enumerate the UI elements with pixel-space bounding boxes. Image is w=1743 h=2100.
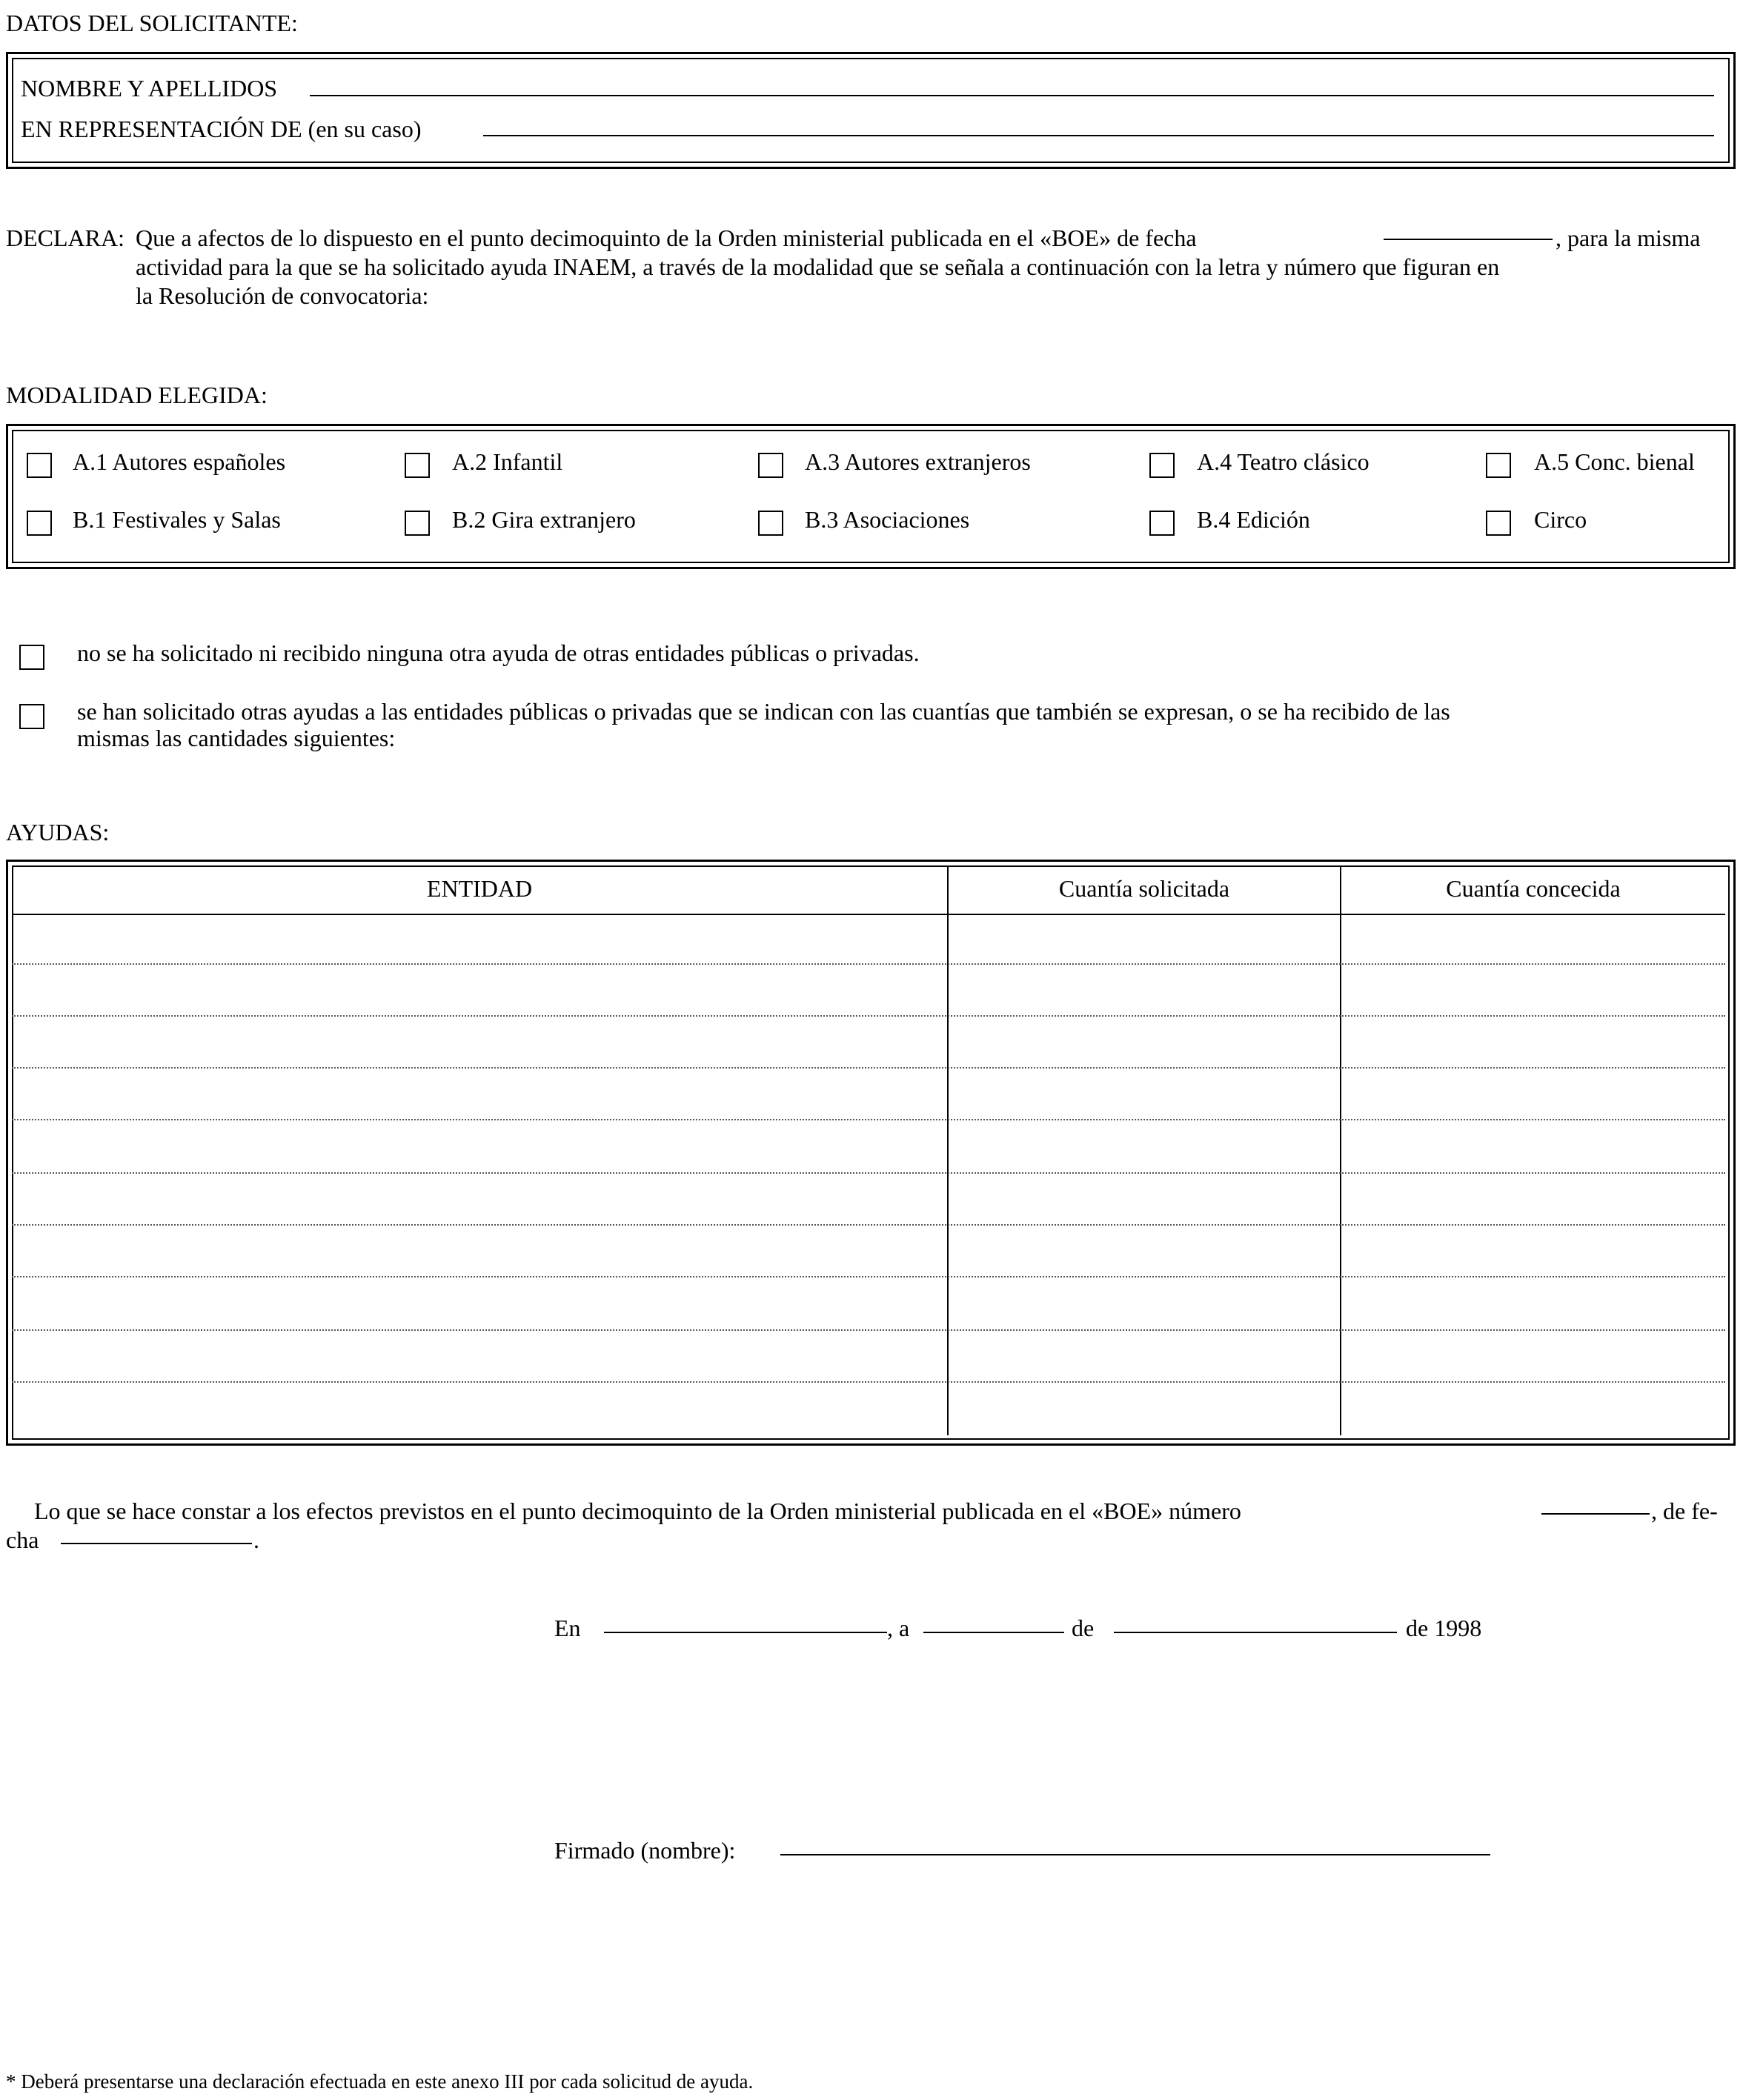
day-label: , a bbox=[887, 1615, 910, 1641]
checkbox-si-ayudas[interactable] bbox=[19, 704, 44, 729]
modalidad-label-a1: A.1 Autores españoles bbox=[73, 448, 286, 475]
table-row bbox=[12, 1329, 1725, 1331]
day-field[interactable] bbox=[923, 1632, 1064, 1633]
ayudas-table bbox=[6, 860, 1736, 1446]
modalidad-label-b4: B.4 Edición bbox=[1197, 506, 1310, 533]
col-header-concedida: Cuantía concecida bbox=[1446, 875, 1621, 902]
modalidad-label-b3: B.3 Asociaciones bbox=[805, 506, 970, 533]
signature-label: Firmado (nombre): bbox=[554, 1837, 736, 1864]
closing-text-1-end: , de fe- bbox=[1651, 1498, 1718, 1524]
table-row bbox=[12, 1172, 1725, 1174]
boe-date-field[interactable] bbox=[1384, 239, 1553, 240]
table-row bbox=[12, 1067, 1725, 1069]
place-label: En bbox=[554, 1615, 581, 1641]
representation-label: EN REPRESENTACIÓN DE (en su caso) bbox=[21, 116, 422, 142]
header-separator bbox=[12, 914, 1725, 915]
representation-field[interactable] bbox=[483, 135, 1714, 136]
checkbox-b3[interactable] bbox=[758, 511, 783, 536]
col-separator bbox=[1340, 865, 1341, 1435]
checkbox-b4[interactable] bbox=[1149, 511, 1175, 536]
modalidad-label-circo: Circo bbox=[1534, 506, 1587, 533]
modalidad-box bbox=[6, 424, 1736, 569]
col-header-solicitada: Cuantía solicitada bbox=[1058, 875, 1230, 902]
closing-text-2-end: . bbox=[253, 1526, 259, 1553]
checkbox-a3[interactable] bbox=[758, 453, 783, 478]
declara-text-3: la Resolución de convocatoria: bbox=[136, 282, 429, 309]
declara-text-1: Que a afectos de lo dispuesto en el punto decimoquinto de la Orden ministerial publicada en el «BOE» de fecha bbox=[136, 225, 1197, 251]
declara-text-2: actividad para la que se ha solicitado ayuda INAEM, a través de la modalidad que se señala a continuación con la letra y número que figuran en bbox=[136, 253, 1500, 280]
table-row bbox=[12, 1276, 1725, 1277]
table-row bbox=[12, 1224, 1725, 1226]
checkbox-b1[interactable] bbox=[27, 511, 52, 536]
name-label: NOMBRE Y APELLIDOS bbox=[21, 75, 278, 102]
checkbox-circo[interactable] bbox=[1486, 511, 1511, 536]
col-header-entidad: ENTIDAD bbox=[426, 875, 533, 902]
option-no-ayudas-text: no se ha solicitado ni recibido ninguna otra ayuda de otras entidades públicas o privadas. bbox=[77, 639, 920, 666]
section-datos-heading: DATOS DEL SOLICITANTE: bbox=[6, 10, 298, 36]
modalidad-label-a4: A.4 Teatro clásico bbox=[1197, 448, 1370, 475]
table-row bbox=[12, 1381, 1725, 1383]
month-field[interactable] bbox=[1114, 1632, 1397, 1633]
table-row bbox=[12, 1119, 1725, 1120]
checkbox-a2[interactable] bbox=[405, 453, 430, 478]
name-field[interactable] bbox=[310, 95, 1714, 96]
checkbox-a5[interactable] bbox=[1486, 453, 1511, 478]
checkbox-b2[interactable] bbox=[405, 511, 430, 536]
modalidad-label-b2: B.2 Gira extranjero bbox=[452, 506, 636, 533]
boe-number-field[interactable] bbox=[1541, 1513, 1650, 1515]
modalidad-label-a3: A.3 Autores extranjeros bbox=[805, 448, 1031, 475]
declara-label: DECLARA: bbox=[6, 225, 124, 251]
modalidad-label-a2: A.2 Infantil bbox=[452, 448, 563, 475]
option-si-ayudas-text-2: mismas las cantidades siguientes: bbox=[77, 725, 396, 751]
table-row bbox=[12, 963, 1725, 965]
section-ayudas-heading: AYUDAS: bbox=[6, 819, 110, 845]
modalidad-label-b1: B.1 Festivales y Salas bbox=[73, 506, 281, 533]
checkbox-no-ayudas[interactable] bbox=[19, 645, 44, 670]
modalidad-label-a5: A.5 Conc. bienal bbox=[1534, 448, 1695, 475]
closing-text-1: Lo que se hace constar a los efectos previstos en el punto decimoquinto de la Orden ministerial publicada en el «BOE» número bbox=[34, 1498, 1241, 1524]
col-separator bbox=[947, 865, 949, 1435]
place-field[interactable] bbox=[604, 1632, 887, 1633]
closing-date-field[interactable] bbox=[61, 1543, 252, 1544]
checkbox-a4[interactable] bbox=[1149, 453, 1175, 478]
declara-text-1-end: , para la misma bbox=[1556, 225, 1701, 251]
closing-text-2: cha bbox=[6, 1526, 39, 1553]
table-row bbox=[12, 1015, 1725, 1017]
year-label: de 1998 bbox=[1406, 1615, 1482, 1641]
option-si-ayudas-text-1: se han solicitado otras ayudas a las entidades públicas o privadas que se indican con las cuantías que también se expresan, o se ha recibido de las bbox=[77, 698, 1450, 725]
applicant-box bbox=[6, 52, 1736, 169]
checkbox-a1[interactable] bbox=[27, 453, 52, 478]
section-modalidad-heading: MODALIDAD ELEGIDA: bbox=[6, 382, 268, 408]
month-label: de bbox=[1072, 1615, 1095, 1641]
footnote: * Deberá presentarse una declaración efectuada en este anexo III por cada solicitud de ayuda. bbox=[6, 2070, 754, 2093]
signature-field[interactable] bbox=[780, 1854, 1490, 1855]
